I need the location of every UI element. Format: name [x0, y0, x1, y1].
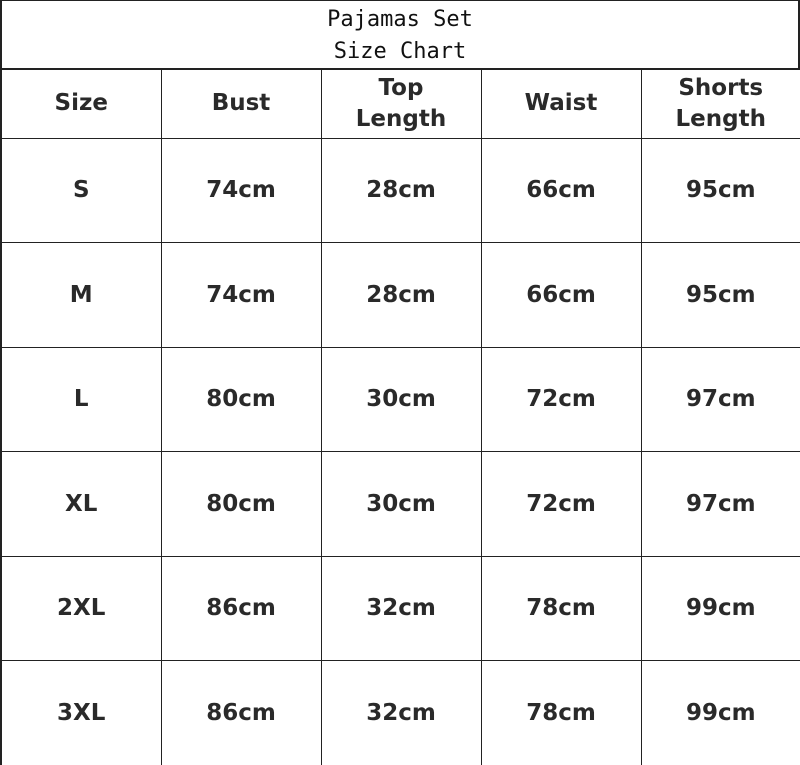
cell-bust: 80cm: [161, 347, 321, 452]
cell-size: S: [1, 138, 161, 243]
cell-size: L: [1, 347, 161, 452]
table-row: [1, 243, 800, 348]
cell-shorts-length: 99cm: [641, 661, 800, 765]
cell-size: M: [1, 243, 161, 348]
cell-top-length: 28cm: [321, 243, 481, 348]
chart-title: [0, 0, 800, 70]
cell-bust: 86cm: [161, 661, 321, 765]
header-waist: Waist: [481, 70, 641, 138]
cell-size: XL: [1, 452, 161, 557]
cell-size: 2XL: [1, 556, 161, 661]
cell-top-length: 28cm: [321, 138, 481, 243]
cell-bust: 86cm: [161, 556, 321, 661]
header-bust: Bust: [161, 70, 321, 138]
cell-shorts-length: 99cm: [641, 556, 800, 661]
cell-size: 3XL: [1, 661, 161, 765]
cell-shorts-length: 95cm: [641, 138, 800, 243]
table-row: [1, 556, 800, 661]
table-row: [1, 138, 800, 243]
cell-waist: 78cm: [481, 661, 641, 765]
cell-waist: 72cm: [481, 452, 641, 557]
cell-top-length: 32cm: [321, 661, 481, 765]
title-line-product: Pajamas Set: [2, 4, 798, 36]
table-row: [1, 347, 800, 452]
cell-waist: 66cm: [481, 138, 641, 243]
cell-top-length: 30cm: [321, 347, 481, 452]
header-row: [1, 70, 800, 138]
size-table: [0, 70, 800, 765]
table-row: [1, 661, 800, 765]
cell-shorts-length: 97cm: [641, 452, 800, 557]
header-top-length: Top Length: [321, 70, 481, 138]
cell-waist: 78cm: [481, 556, 641, 661]
cell-bust: 80cm: [161, 452, 321, 557]
cell-top-length: 30cm: [321, 452, 481, 557]
cell-waist: 66cm: [481, 243, 641, 348]
header-shorts-length: Shorts Length: [641, 70, 800, 138]
cell-shorts-length: 95cm: [641, 243, 800, 348]
table-row: [1, 452, 800, 557]
cell-bust: 74cm: [161, 138, 321, 243]
header-size: Size: [1, 70, 161, 138]
cell-waist: 72cm: [481, 347, 641, 452]
cell-bust: 74cm: [161, 243, 321, 348]
cell-top-length: 32cm: [321, 556, 481, 661]
title-line-chart: Size Chart: [2, 36, 798, 68]
cell-shorts-length: 97cm: [641, 347, 800, 452]
